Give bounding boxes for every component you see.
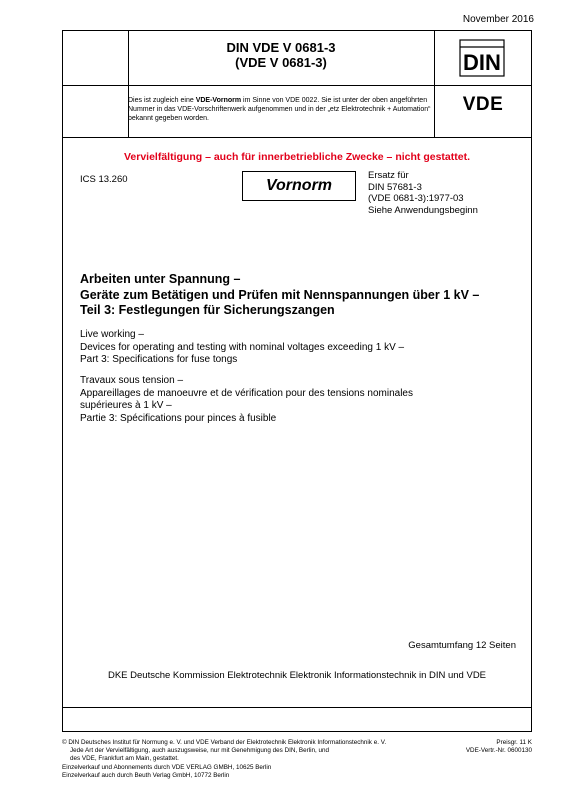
bottom-divider [63, 707, 531, 708]
title-german: Arbeiten unter Spannung – Geräte zum Betätigen und Prüfen mit Nennspannungen über 1 kV – Teil 3: Festlegungen für Sicherungszangen [80, 272, 480, 317]
title-english: Live working – Devices for operating and testing with nominal voltages exceeding 1 kV – Part 3: Specifications for fuse tongs [80, 329, 405, 365]
vde-note-pre: Dies ist zugleich eine [128, 97, 196, 104]
vde-note-bold: VDE-Vornorm [195, 97, 242, 104]
vde-note-post: im Sinne von VDE 0022. Sie ist unter der oben angeführten Nummer in das VDE-Vorschriftenwerk aufgenommen und in der „etz Elektrotechnik + Automation“ bekannt gegeben worden. [128, 97, 431, 122]
copyright-line-2: Jede Art der Vervielfältigung, auch auszugsweise, nur mit Genehmigung des DIN, Berlin, und [70, 747, 330, 755]
price-block [466, 739, 532, 755]
replacement-info: Ersatz für DIN 57681-3 (VDE 0681-3):1977-03 Siehe Anwendungsbeginn [368, 170, 478, 216]
din-logo-text: DIN [463, 50, 501, 75]
total-pages: Gesamtumfang 12 Seiten [408, 640, 516, 651]
price-group: Preisgr. 11 K [496, 739, 532, 746]
status-badge: Vornorm [242, 171, 356, 201]
sales-line-2: Einzelverkauf auch durch Beuth Verlag GmbH, 10772 Berlin [62, 771, 230, 779]
copyright-block [62, 739, 392, 780]
order-number: VDE-Vertr.-Nr. 0600130 [465, 747, 532, 755]
copyright-line-3: des VDE, Frankfurt am Main, gestattet. [70, 755, 179, 763]
document-number [128, 40, 434, 70]
din-logo [447, 38, 517, 78]
vde-note [128, 96, 434, 123]
din-logo-icon [447, 38, 517, 78]
header-right-rule [434, 31, 435, 137]
document-number-vde: (VDE V 0681-3) [235, 55, 327, 70]
dke-line: DKE Deutsche Kommission Elektrotechnik Elektronik Informationstechnik in DIN und VDE [107, 670, 487, 681]
ics-code: ICS 13.260 [80, 174, 128, 185]
vde-logo: VDE [462, 94, 504, 115]
note-divider [63, 137, 531, 138]
publication-date: November 2016 [462, 14, 534, 25]
copyright-line-1: © DIN Deutsches Institut für Normung e. V. und VDE Verband der Elektrotechnik Elektronik Informationstechnik e. V. [62, 739, 387, 746]
sales-line-1: Einzelverkauf und Abonnements durch VDE VERLAG GMBH, 10625 Berlin [62, 763, 272, 771]
document-number-din: DIN VDE V 0681-3 [226, 40, 336, 55]
copy-warning: Vervielfältigung – auch für innerbetriebliche Zwecke – nicht gestattet. [123, 151, 470, 163]
title-french: Travaux sous tension – Appareillages de manoeuvre et de vérification pour des tensions nominales supérieures à 1 kV – Partie 3: Spécifications pour pinces à fusible [80, 375, 413, 424]
header-divider [63, 85, 531, 86]
